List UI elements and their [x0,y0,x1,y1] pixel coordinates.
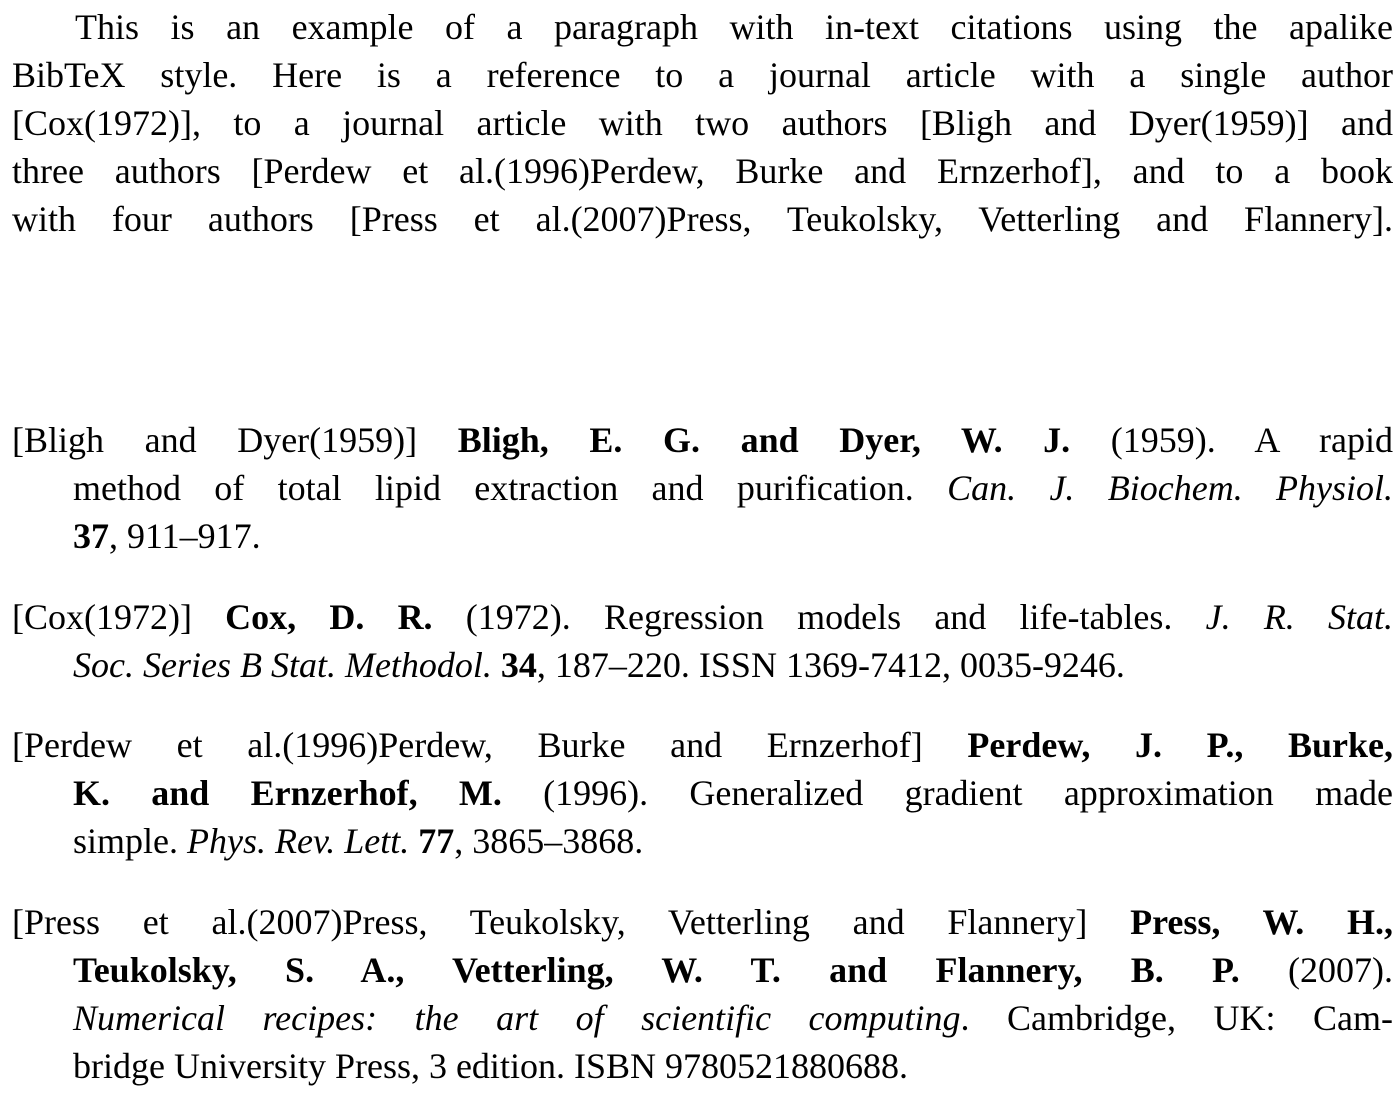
paragraph-line: This is an example of a paragraph with in-text citations using the apalike [75,7,1393,47]
bib-issn: ISSN 1369-7412, 0035-9246. [698,645,1125,685]
bib-year: (1996). [543,773,649,813]
bib-year: (1959). [1110,420,1216,460]
bib-publisher: Cambridge, UK: Cam- [1007,998,1393,1038]
bib-entry-line [73,817,1393,865]
bib-entry-line [73,512,1393,560]
bib-title: Regression models and life-tables. [603,597,1173,637]
bib-publisher: bridge University Press, 3 edition. [73,1046,565,1086]
bib-label: [Bligh and Dyer(1959)] [12,420,418,460]
bib-title: Generalized gradient approximation made [689,773,1394,813]
bib-period: . [960,998,970,1038]
bib-year: (2007). [1288,950,1393,990]
bib-pages: , 187–220. [536,645,690,685]
bib-journal: Phys. Rev. Lett. [187,821,410,861]
bib-authors: Cox, D. R. [225,597,433,637]
paragraph-line: BibTeX style. Here is a reference to a journal article with a single author [12,55,1393,95]
bib-entry-line [12,721,1393,769]
bib-volume: 34 [500,645,537,685]
bib-entry-line [73,946,1393,994]
bib-authors: Press, W. H., [1130,902,1394,942]
paragraph-line: with four authors [Press et al.(2007)Press, Teukolsky, Vetterling and Flannery]. [12,199,1393,239]
bib-label: [Press et al.(2007)Press, Teukolsky, Vetterling and Flannery] [12,902,1088,942]
bib-year: (1972). [465,597,571,637]
bib-entry-line [73,641,1393,689]
bib-title: method of total lipid extraction and purification. [73,468,914,508]
bib-entry-line [12,593,1393,641]
bib-authors: Bligh, E. G. and Dyer, W. J. [457,420,1071,460]
bib-entry-line [73,464,1393,512]
bib-entry-line [73,769,1393,817]
bib-title: simple. [73,821,178,861]
bib-volume: 37 [73,516,109,556]
bib-entry-line [12,898,1393,946]
bib-authors: Teukolsky, S. A., Vetterling, W. T. and Flannery, B. P. [73,950,1240,990]
bib-pages: , 911–917. [109,516,261,556]
bib-journal: Soc. Series B Stat. Methodol. [73,645,492,685]
paragraph-line: three authors [Perdew et al.(1996)Perdew, Burke and Ernzerhof], and to a book [12,151,1393,191]
bib-entry-line [73,994,1393,1042]
bib-pages: , 3865–3868. [454,821,644,861]
bib-isbn: ISBN 9780521880688. [573,1046,908,1086]
bib-title: A rapid [1254,420,1393,460]
paragraph-line: [Cox(1972)], to a journal article with two authors [Bligh and Dyer(1959)] and [12,103,1393,143]
bib-book-title: Numerical recipes: the art of scientific computing [73,998,961,1038]
bib-entry-line [12,416,1393,464]
bib-journal: J. R. Stat. [1205,597,1394,637]
bib-journal: Can. J. Biochem. Physiol. [947,468,1394,508]
bib-authors: K. and Ernzerhof, M. [73,773,502,813]
bib-entry-line [73,1042,1393,1090]
bib-label: [Cox(1972)] [12,597,192,637]
bib-volume: 77 [418,821,455,861]
bib-authors: Perdew, J. P., Burke, [967,725,1394,765]
bib-label: [Perdew et al.(1996)Perdew, Burke and Ernzerhof] [12,725,923,765]
